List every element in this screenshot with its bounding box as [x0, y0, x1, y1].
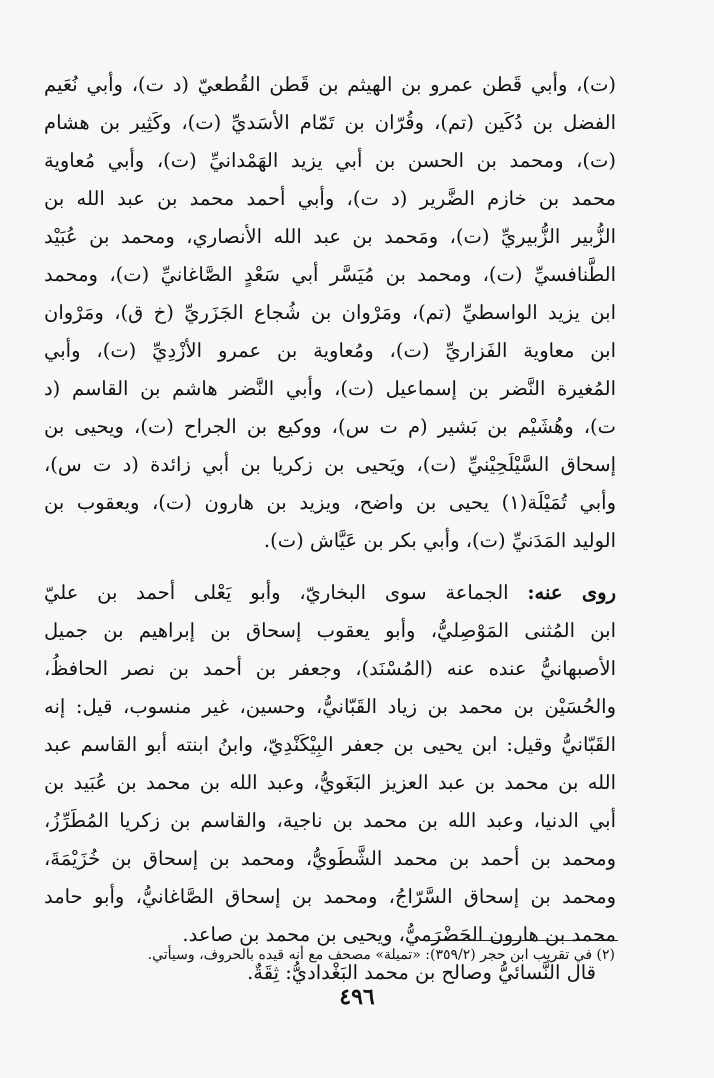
body-line: إسحاق السَّيْلَحِيْنيِّ (ت)، ويَحيى بن زكريا بن أبي زائدة (د ت س)،	[44, 453, 616, 476]
body-line: ابن معاوية الفَزاريِّ (ت)، ومُعاوية بن عمرو الأزْدِيِّ (ت)، وأبي	[44, 339, 616, 362]
section-line: ومحمد بن إسحاق السَّرّاجُ، ومحمد بن إسحاق الصَّاغانيُّ، وأبو حامد	[44, 885, 616, 908]
section-line: الأصبهانيُّ عنده عنه (المُسْنَد)، وجعفر بن أحمد بن نصر الحافظُ،	[44, 657, 616, 680]
section-line: ابن المُثنى المَوْصِليُّ، وأبو يعقوب إسحاق بن إبراهيم بن جميل	[44, 619, 616, 642]
body-line: الفضل بن دُكَين (تم)، وقُرّان بن تَمّام الأسَديِّ (ت)، وكَثِير بن هشام	[44, 111, 616, 134]
closing-line: قال النَّسائيُّ وصالح بن محمد البَغْداديُّ: ثِقَةٌ.	[247, 961, 596, 984]
paragraph-gap	[44, 560, 616, 574]
section-line: والحُسَيْن بن محمد بن زياد القَبّانيُّ، وحسين، غير منسوب، قيل: إنه	[44, 695, 616, 718]
footnote-divider	[428, 940, 618, 941]
body-line: الوليد المَدَنيِّ (ت)، وأبي بكر بن عَيَّاش (ت).	[263, 529, 616, 552]
body-line: الزُّبير الزُّبيريِّ (ت)، ومَحمد بن عبد الله الأنصاري، ومحمد بن عُبَيْد	[44, 225, 616, 248]
body-line: ت)، وهُشَيْم بن بَشير (م ت س)، ووكيع بن الجراح (ت)، ويحيى بن	[44, 415, 616, 438]
section-lead: روى عنه:	[527, 581, 616, 604]
footnote: (٢) في تقريب ابن حجر (٣٥٩/٢): «تميلة» مصحف مع أنه قيده بالحروف، وسيأتي.	[147, 947, 615, 963]
body-line: ابن يزيد الواسطيِّ (تم)، ومَرْوان بن شُجاع الجَزَريِّ (خ ق)، ومَرْوان	[44, 301, 616, 324]
section-line: أبي الدنيا، وعبد الله بن محمد بن ناجية، والقاسم بن زكريا المُطَرِّزُ،	[44, 809, 616, 832]
page-number: ٤٩٦	[339, 984, 375, 1010]
body-line: (ت)، ومحمد بن الحسن بن أبي يزيد الهَمْدانيِّ (ت)، وأبي مُعاوية	[44, 149, 616, 172]
body-line: وأبي تُمَيْلَة(١) يحيى بن واضح، ويزيد بن هارون (ت)، ويعقوب بن	[44, 491, 616, 514]
section-first-line	[44, 574, 616, 612]
section-line: القَبّانيُّ وقيل: ابن يحيى بن جعفر البِيْكَنْدِيّ، وابنُ ابنته أبو القاسم عبد	[44, 733, 616, 756]
page-body	[44, 66, 616, 992]
section-line: ومحمد بن أحمد بن محمد الشَّطَويُّ، ومحمد بن إسحاق بن خُزَيْمَةَ،	[44, 847, 616, 870]
body-line: الطَّنافسيِّ (ت)، ومحمد بن مُيَسَّر أبي سَعْدٍ الصَّاغانيِّ (ت)، ومحمد	[44, 263, 616, 286]
body-line: محمد بن خازم الضَّرير (د ت)، وأبي أحمد محمد بن عبد الله بن	[44, 187, 616, 210]
section-line: الله بن محمد بن عبد العزيز البَغَويُّ، وعبد الله بن محمد بن عُبَيد بن	[44, 771, 616, 794]
body-line: (ت)، وأبي قَطن عمرو بن الهيثم بن قَطن القُطعيّ (د ت)، وأبي نُعَيم	[44, 73, 616, 96]
section-line: محمد بن هارون الحَضْرَميُّ، ويحيى بن محمد بن صاعد.	[182, 923, 616, 946]
body-line: المُغيرة النَّضر بن إسماعيل (ت)، وأبي النَّضر هاشم بن القاسم (د	[44, 377, 616, 400]
section-first-text: الجماعة سوى البخاريّ، وأبو يَعْلى أحمد بن عليّ	[44, 581, 509, 604]
